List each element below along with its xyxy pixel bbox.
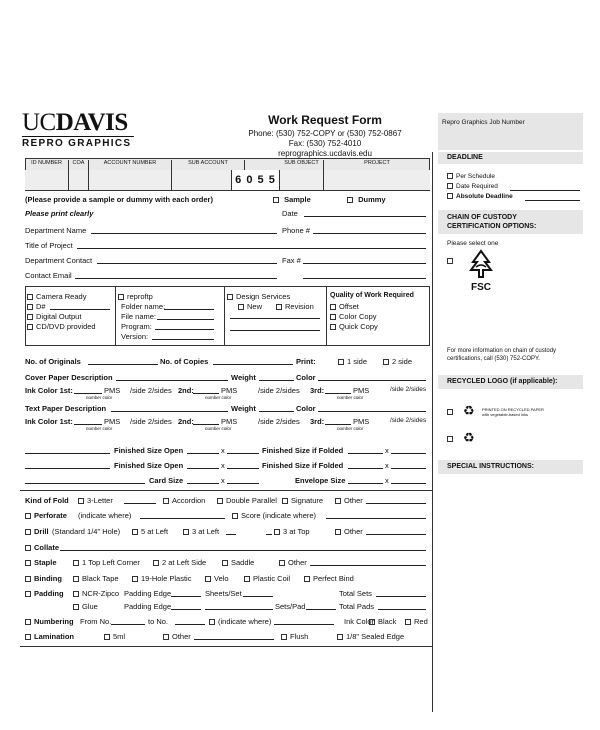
numbering-checkbox[interactable]: Numbering <box>25 617 74 626</box>
text-numcolor-1: number color <box>86 426 113 431</box>
binding-perfect[interactable]: Perfect Bind <box>304 574 354 583</box>
text-pms-1: PMS <box>104 417 121 426</box>
fsc-tree-icon <box>468 249 494 279</box>
drill-3-left[interactable]: 3 at Left <box>183 527 219 536</box>
special-label: SPECIAL INSTRUCTIONS: <box>447 463 534 470</box>
job-number-label: Repro Graphics Job Number <box>442 119 525 126</box>
recycled-label: RECYCLED LOGO (if applicable): <box>447 378 558 385</box>
camera-ready[interactable]: Camera Ready <box>27 292 86 301</box>
binding-checkbox[interactable]: Binding <box>25 574 62 583</box>
dept-contact-field[interactable] <box>97 263 277 264</box>
print-1-side[interactable]: 1 side <box>338 357 367 366</box>
num-black[interactable]: Black <box>369 617 396 626</box>
num-ink-label: Ink Color <box>344 617 375 626</box>
cover-weight-label: Weight <box>231 373 256 382</box>
title-label: Title of Project <box>25 241 73 250</box>
id-number-field[interactable] <box>25 170 69 190</box>
num-red[interactable]: Red <box>405 617 428 626</box>
coa-field[interactable] <box>69 170 89 190</box>
to-label: to No. <box>148 617 169 626</box>
size-blank-3[interactable] <box>25 483 145 484</box>
ff-x-2: x <box>385 461 389 470</box>
phone-field[interactable] <box>313 233 426 234</box>
sets-pad-label: Sets/Pad <box>275 602 306 611</box>
fax-field[interactable] <box>303 263 426 264</box>
num-indicate[interactable]: (indicate where) <box>209 617 271 626</box>
text-numcolor-2: number color <box>205 426 232 431</box>
cover-3rd: 3rd: <box>310 386 325 395</box>
staple-2-left[interactable]: 2 at Left Side <box>153 558 206 567</box>
file-name-field[interactable] <box>157 319 214 320</box>
version-field[interactable] <box>152 339 214 340</box>
cs-x: x <box>221 476 225 485</box>
digital-output[interactable]: Digital Output <box>27 312 81 321</box>
text-numcolor-3: number color <box>337 426 364 431</box>
fax-rule-2 <box>303 278 426 279</box>
cover-color-field[interactable] <box>318 380 426 381</box>
fold-signature[interactable]: Signature <box>282 496 323 505</box>
binding-velo[interactable]: Velo <box>205 574 229 583</box>
drill-checkbox[interactable]: Drill <box>25 527 49 536</box>
acct-h-coa: COA <box>69 160 89 170</box>
fsc-text: FSC <box>471 282 491 293</box>
cover-weight-field[interactable] <box>259 380 294 381</box>
cover-2nd: 2nd: <box>178 386 194 395</box>
date-label: Date <box>282 209 298 218</box>
design-services[interactable]: Design Services <box>227 292 290 301</box>
fixed-digits: 6 0 5 5 <box>232 170 280 190</box>
finished-open-label-2: Finished Size Open <box>114 461 184 470</box>
pad-edge-label: Padding Edge <box>124 589 172 598</box>
design-new[interactable]: New <box>238 302 262 311</box>
print-clearly: Please print clearly <box>25 209 94 218</box>
recycled-option-1[interactable] <box>447 407 456 416</box>
drill-3-top[interactable]: 3 at Top <box>274 527 310 536</box>
recycled-note: PRINTED ON RECYCLED PAPER with vegetable-based inks <box>482 407 544 417</box>
copies-label: No. of Copies <box>160 357 209 366</box>
coc-label: CHAIN OF CUSTODY CERTIFICATION OPTIONS: <box>447 214 537 230</box>
total-pads-label: Total Pads <box>339 602 375 611</box>
recycled-option-2[interactable] <box>447 434 456 443</box>
cover-pms-2: PMS <box>221 386 238 395</box>
padding-ncr[interactable]: NCR-Zipco <box>73 589 119 598</box>
cd-dvd[interactable]: CD/DVD provided <box>27 322 96 331</box>
dummy-checkbox[interactable]: Dummy <box>347 195 386 204</box>
padding-glue[interactable]: Glue <box>73 602 98 611</box>
folder-name-label: Folder name: <box>121 302 166 311</box>
version-label: Version: <box>121 332 149 341</box>
file-name-label: File name: <box>121 312 157 321</box>
cover-color-label: Color <box>296 373 316 382</box>
staple-saddle[interactable]: Saddle <box>222 558 254 567</box>
fold-other[interactable]: Other <box>335 496 363 505</box>
acct-h-id: ID NUMBER <box>25 160 69 170</box>
binding-black-tape[interactable]: Black Tape <box>73 574 119 583</box>
program-label: Program: <box>121 322 152 331</box>
dl-absolute[interactable]: Absolute Deadline <box>447 193 513 200</box>
d-number[interactable]: D# <box>27 302 46 311</box>
reproftp[interactable]: reproftp <box>118 292 153 301</box>
quality-color-copy[interactable]: Color Copy <box>330 312 377 321</box>
logo-rule <box>22 136 134 137</box>
cover-ink-label: Ink Color 1st: <box>25 386 73 395</box>
text-3rd: 3rd: <box>310 417 325 426</box>
copies-field[interactable] <box>213 364 293 365</box>
drill-5-left[interactable]: 5 at Left <box>132 527 168 536</box>
drill-std: (Standard 1/4" Hole) <box>52 527 121 536</box>
acct-h-sub: SUB ACCOUNT <box>172 160 245 170</box>
logo-sub: REPRO GRAPHICS <box>22 138 132 149</box>
fold-label: Kind of Fold <box>25 496 69 505</box>
design-revision[interactable]: Revision <box>276 302 314 311</box>
finished-open-label: Finished Size Open <box>114 446 184 455</box>
cover-label: Cover Paper Description <box>25 373 113 382</box>
date-field[interactable] <box>304 216 426 217</box>
logo-davis: DAVIS <box>55 109 128 136</box>
text-sides-2: /side 2/sides <box>258 417 300 426</box>
binding-coil[interactable]: Plastic Coil <box>244 574 290 583</box>
dl-per-schedule[interactable]: Per Schedule <box>447 173 495 180</box>
acct-h-account: ACCOUNT NUMBER <box>89 160 172 170</box>
account-number-field[interactable] <box>89 170 172 190</box>
binding-19-hole[interactable]: 19-Hole Plastic <box>132 574 191 583</box>
fold-3letter[interactable]: 3-Letter <box>78 496 113 505</box>
text-sides-3: /side 2/sides <box>390 417 427 424</box>
lam-5ml[interactable]: 5ml <box>104 632 125 641</box>
cover-sides-3: /side 2/sides <box>390 386 427 393</box>
originals-label: No. of Originals <box>25 357 81 366</box>
lamination-checkbox[interactable]: Lamination <box>25 632 74 641</box>
deadline-label: DEADLINE <box>447 154 483 161</box>
cover-pms-1: PMS <box>104 386 121 395</box>
envelope-size-label: Envelope Size <box>295 476 346 485</box>
program-field[interactable] <box>155 329 214 330</box>
text-2nd: 2nd: <box>178 417 194 426</box>
lam-sealed[interactable]: 1/8" Sealed Edge <box>337 632 404 641</box>
form-title: Work Request Form <box>268 113 382 127</box>
staple-top-left[interactable]: 1 Top Left Corner <box>73 558 140 567</box>
originals-field[interactable] <box>88 364 158 365</box>
size-blank-2[interactable] <box>25 468 110 469</box>
fax-label: Fax # <box>282 256 301 265</box>
fo-x: x <box>221 446 225 455</box>
cover-sides-1: /side 2/sides <box>130 386 172 395</box>
cover-field[interactable] <box>116 380 228 381</box>
sub-account-field[interactable] <box>172 170 232 190</box>
cover-numcolor-1: number color <box>86 395 113 400</box>
print-2-side[interactable]: 2 side <box>383 357 412 366</box>
fsc-option[interactable] <box>447 256 456 265</box>
text-weight-label: Weight <box>231 404 256 413</box>
header-fax: Fax: (530) 752-4010 <box>288 139 362 148</box>
text-color-label: Color <box>296 404 316 413</box>
size-blank-1[interactable] <box>25 453 110 454</box>
phone-label: Phone # <box>282 226 310 235</box>
quality-quick-copy[interactable]: Quick Copy <box>330 322 378 331</box>
special-instructions-area[interactable] <box>438 476 583 706</box>
title-field[interactable] <box>77 248 426 249</box>
header-web: reprographics.ucdavis.edu <box>278 149 372 158</box>
card-size-label: Card Size <box>149 476 184 485</box>
dl-date-required[interactable]: Date Required <box>447 183 498 190</box>
staple-other[interactable]: Other <box>279 558 307 567</box>
cover-sides-2: /side 2/sides <box>258 386 300 395</box>
dept-contact-label: Department Contact <box>25 256 93 265</box>
score-checkbox[interactable]: Score (indicate where) <box>232 511 316 520</box>
email-field[interactable] <box>75 278 277 279</box>
ff-x: x <box>385 446 389 455</box>
dept-name-field[interactable] <box>91 233 277 234</box>
finished-folded-label-2: Finished Size if Folded <box>262 461 344 470</box>
lam-flush[interactable]: Flush <box>281 632 308 641</box>
cover-pms-3: PMS <box>353 386 370 395</box>
padding-checkbox[interactable]: Padding <box>25 589 64 598</box>
project-field[interactable] <box>324 170 430 190</box>
staple-checkbox[interactable]: Staple <box>25 558 57 567</box>
cover-numcolor-2: number color <box>205 395 232 400</box>
lam-other[interactable]: Other <box>163 632 191 641</box>
text-ink-label: Ink Color 1st: <box>25 417 73 426</box>
perforate-checkbox[interactable]: Perforate <box>25 511 67 520</box>
header-phone: Phone: (530) 752-COPY or (530) 752-0867 <box>248 129 402 138</box>
acct-h-subobj: SUB OBJECT <box>280 160 324 170</box>
folder-name-field[interactable] <box>164 309 214 310</box>
total-sets-label: Total Sets <box>339 589 372 598</box>
text-sides-1: /side 2/sides <box>130 417 172 426</box>
sub-object-field[interactable] <box>280 170 324 190</box>
recycle-icon-2: ♻ <box>463 430 475 445</box>
email-label: Contact Email <box>25 271 72 280</box>
coc-info: For more information on chain of custody certifications, call (530) 752-COPY. <box>447 348 557 362</box>
text-pms-3: PMS <box>353 417 370 426</box>
finished-folded-label: Finished Size if Folded <box>262 446 344 455</box>
fold-double-parallel[interactable]: Double Parallel <box>217 496 277 505</box>
text-weight-field[interactable] <box>259 411 294 412</box>
quality-offset[interactable]: Offset <box>330 302 359 311</box>
print-label: Print: <box>296 357 316 366</box>
sample-instruction: (Please provide a sample or dummy with each order) <box>25 195 213 204</box>
quality-title: Quality of Work Required <box>330 292 414 299</box>
logo-uc: UC <box>22 109 56 136</box>
logo <box>22 110 134 149</box>
collate-checkbox[interactable]: Collate <box>25 543 59 552</box>
acct-h-project: PROJECT <box>364 160 390 166</box>
recycle-icon: ♻ <box>463 403 475 418</box>
sample-checkbox[interactable]: Sample <box>273 195 311 204</box>
text-color-field[interactable] <box>318 411 426 412</box>
fo-x-2: x <box>221 461 225 470</box>
perf-indicate: (indicate where) <box>78 511 132 520</box>
cover-numcolor-3: number color <box>337 395 364 400</box>
dept-name-label: Department Name <box>25 226 87 235</box>
es-x: x <box>385 476 389 485</box>
text-pms-2: PMS <box>221 417 238 426</box>
from-label: From No. <box>80 617 112 626</box>
pad-edge-label-2: Padding Edge <box>124 602 172 611</box>
text-field[interactable] <box>111 411 228 412</box>
fold-accordion[interactable]: Accordion <box>163 496 205 505</box>
select-one: Please select one <box>447 240 499 247</box>
sheets-set-label: Sheets/Set <box>205 589 242 598</box>
text-label: Text Paper Description <box>25 404 107 413</box>
fsc-logo <box>466 249 496 293</box>
drill-other[interactable]: Other <box>335 527 363 536</box>
